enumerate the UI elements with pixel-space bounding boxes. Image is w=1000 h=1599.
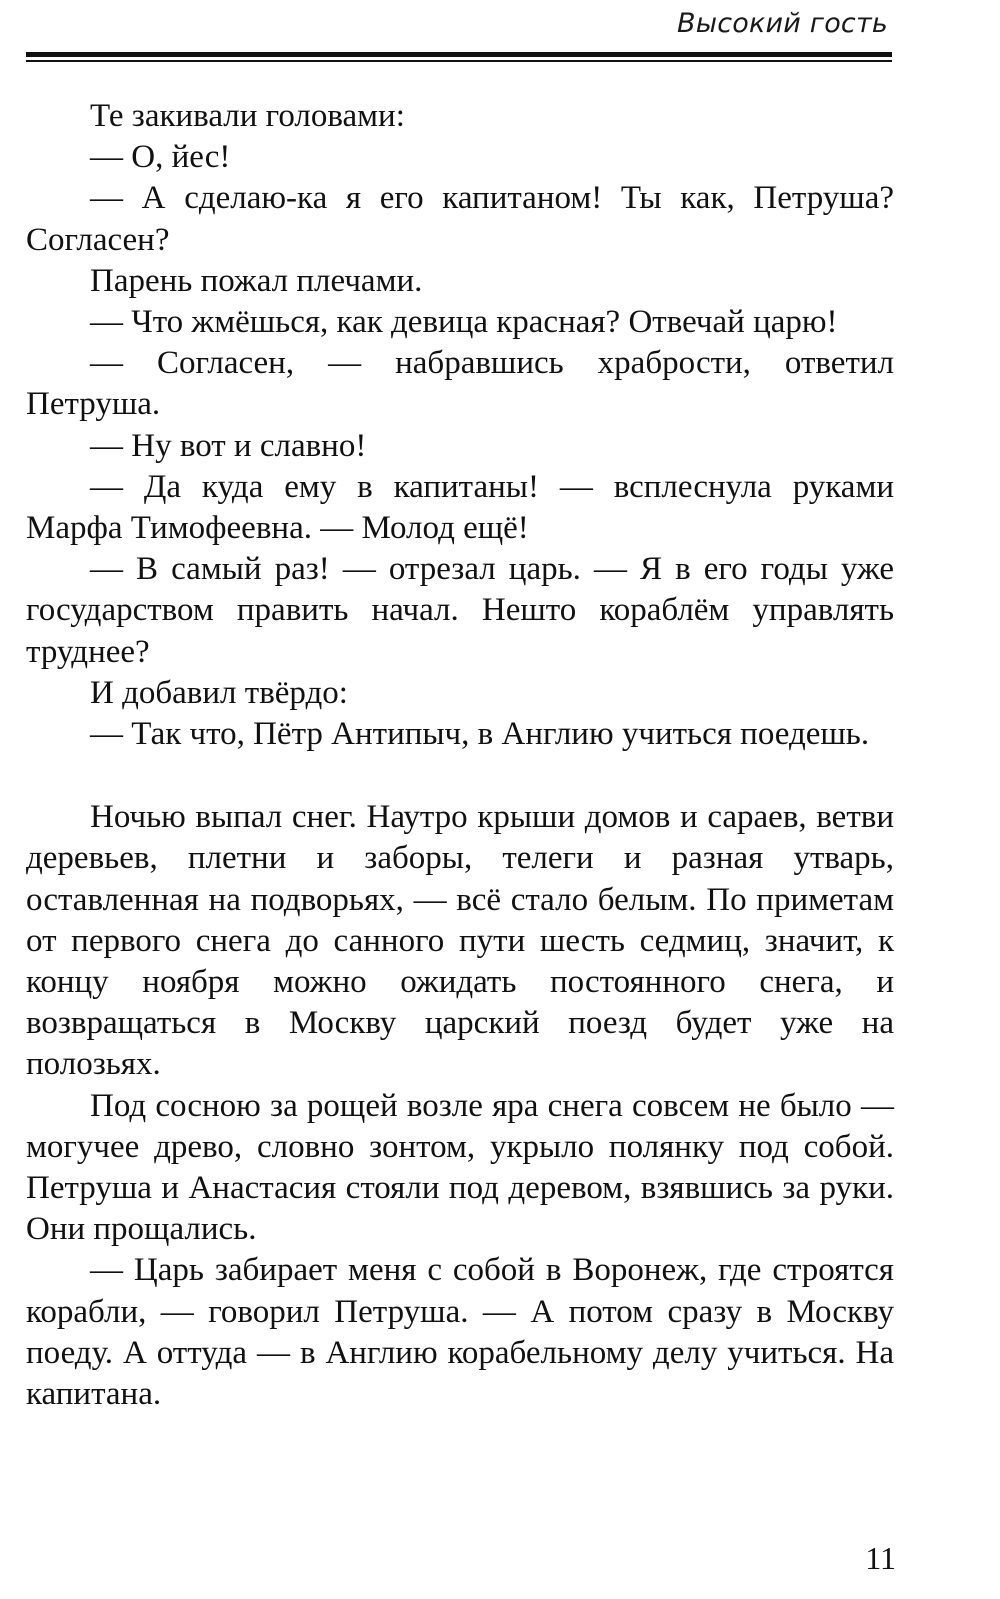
paragraph: Ночью выпал снег. Наутро крыши домов и сараев, ветви деревьев, плетни и заборы, телеги и разная утварь, оставленная на подворьях, — всё стало белым. По приметам от первого снега до санного пути шесть седмиц, значит, к концу ноября можно ожидать постоянного снега, и возвращаться в Москву царский поезд будет уже на полозьях.	[26, 799, 894, 1083]
paragraph: — А сделаю-ка я его капитаном! Ты как, Петруша? Согласен?	[26, 180, 894, 258]
paragraph: И добавил твёрдо:	[90, 674, 348, 711]
page-number: 11	[865, 1540, 896, 1576]
paragraph: — О, йес!	[90, 139, 231, 176]
paragraph: — Согласен, — набравшись храбрости, ответил Петруша.	[26, 345, 894, 423]
header-rule-thick	[26, 52, 892, 57]
paragraph: Парень пожал плечами.	[90, 262, 423, 299]
paragraph: — Ну вот и славно!	[90, 427, 367, 464]
paragraph: — Царь забирает меня с собой в Воронеж, где строятся корабли, — говорил Петруша. — А потом сразу в Москву поеду. А оттуда — в Англию корабельному делу учиться. На капитана.	[26, 1252, 894, 1413]
paragraph: Под сосною за рощей возле яра снега совсем не было — могучее древо, словно зонтом, укрыло полянку под собой. Петруша и Анастасия стояли под деревом, взявшись за руки. Они прощались.	[26, 1087, 894, 1248]
paragraph: — Так что, Пётр Антипыч, в Англию учиться поедешь.	[90, 716, 870, 753]
paragraph: — Что жмёшься, как девица красная? Отвечай царю!	[90, 304, 838, 341]
header-rule-thin	[26, 60, 892, 62]
page-header	[26, 0, 892, 70]
text-body	[26, 96, 894, 1415]
section-break	[26, 755, 894, 797]
running-title: Высокий гость	[677, 8, 888, 39]
paragraph: Те закивали головами:	[90, 98, 405, 134]
paragraph: — В самый раз! — отрезал царь. — Я в его годы уже государством править начал. Нешто кораблём управлять труднее?	[26, 551, 894, 670]
paragraph: — Да куда ему в капитаны! — всплеснула руками Марфа Тимофеевна. — Молод ещё!	[26, 468, 894, 547]
